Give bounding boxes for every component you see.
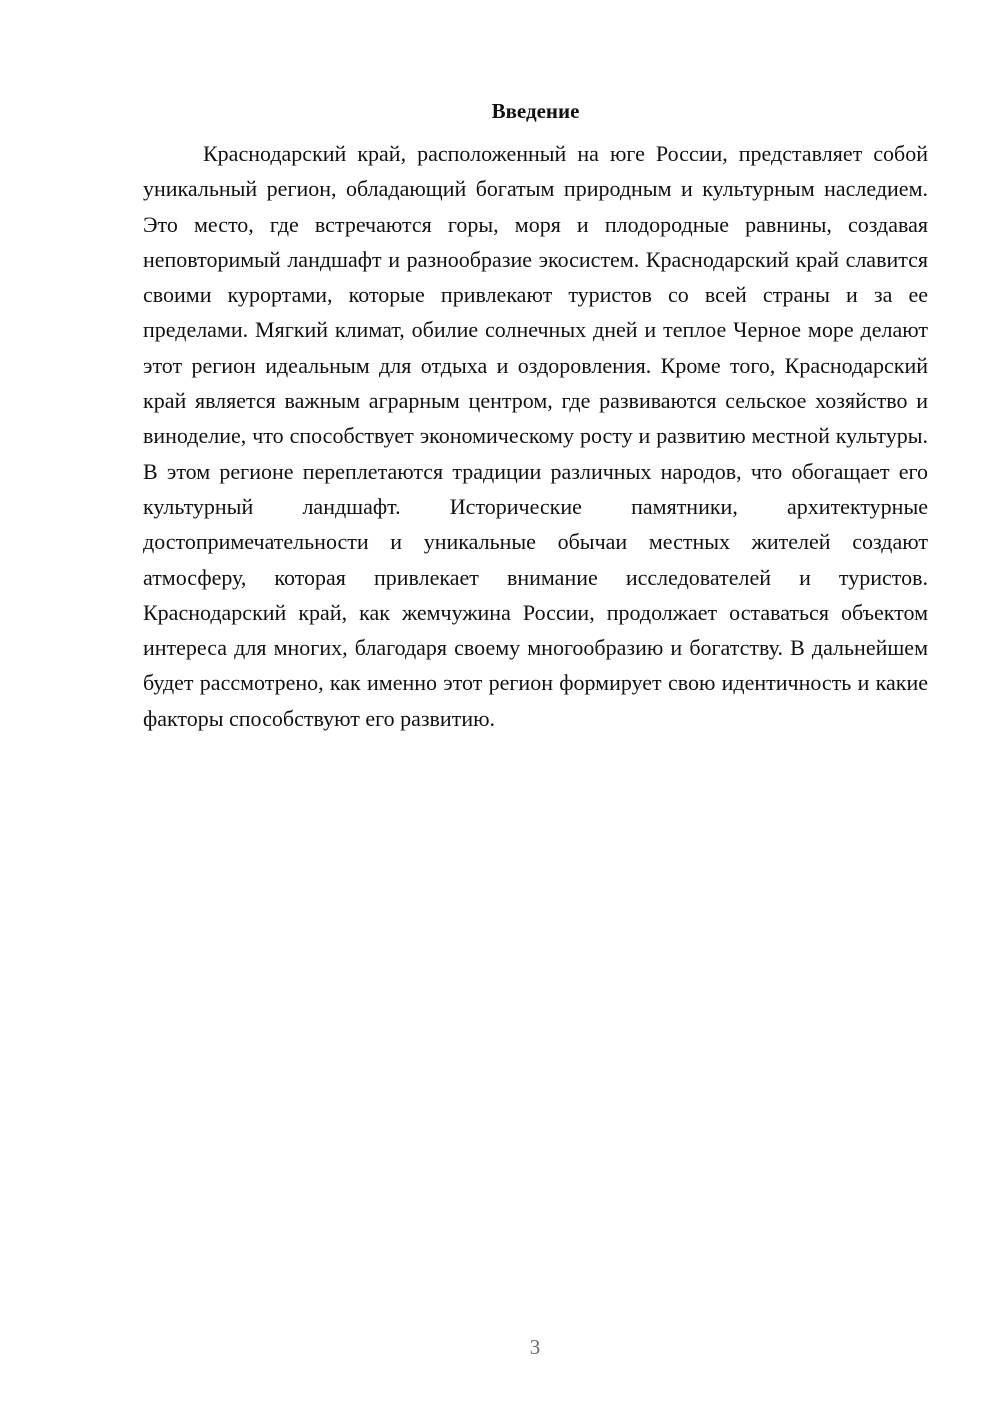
page-number: 3: [529, 1335, 541, 1359]
section-title: Введение: [491, 99, 580, 123]
page-content: [143, 96, 928, 736]
body-paragraph: Краснодарский край, расположенный на юге России, представляет собой уникальный регион, обладающий богатым природным и культурным наследием. Это место, где встречаются горы, моря и плодородные равнины, создавая неповторимый ландшафт и разнообразие экосистем. Краснодарский край славится своими курортами, которые привлекают туристов со всей страны и за ее пределами. Мягкий климат, обилие солнечных дней и теплое Черное море делают этот регион идеальным для отдыха и оздоровления. Кроме того, Краснодарский край является важным аграрным центром, где развиваются сельское хозяйство и виноделие, что способствует экономическому росту и развитию местной культуры. В этом регионе переплетаются традиции различных народов, что обогащает его культурный ландшафт. Исторические памятники, архитектурные достопримечательности и уникальные обычаи местных жителей создают атмосферу, которая привлекает внимание исследователей и туристов. Краснодарский край, как жемчужина России, продолжает оставаться объектом интереса для многих, благодаря своему многообразию и богатству. В дальнейшем будет рассмотрено, как именно этот регион формирует свою идентичность и какие факторы способствуют его развитию.: [143, 141, 928, 731]
